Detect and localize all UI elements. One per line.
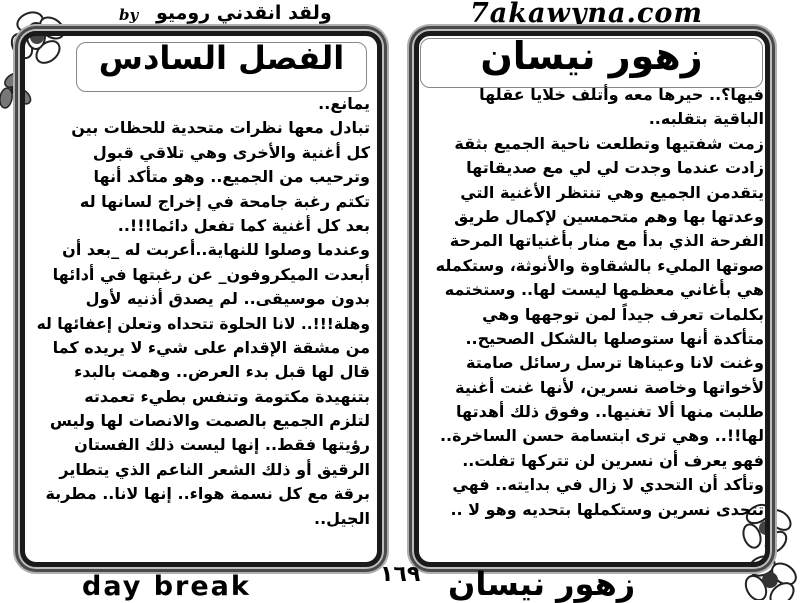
text-line: لتلزم الجميع بالصمت والانصات لها وليس [49, 411, 370, 431]
text-line: فيها؟.. حيرها معه وأتلف خلايا عقلها [479, 85, 764, 104]
text-line: من مشقة الإقدام على شيء لا يريده كما [52, 337, 370, 357]
footer-right-title: زهور نيسان [448, 565, 636, 603]
page-number: ١٦٩ [380, 562, 421, 587]
text-line: يمانع.. [318, 94, 370, 113]
footer-left-label: day break [82, 571, 251, 602]
text-line: وعندما وصلوا للنهاية..أعربت له _بعد أن [62, 240, 370, 260]
text-line: وغنت لانا وعيناها ترسل رسائل صامتة [466, 353, 764, 373]
text-line: وترحيب من الجميع.. وهو متأكد أنها [93, 167, 370, 187]
text-line: متأكدة أنها ستوصلها بالشكل الصحيح.. [465, 328, 764, 348]
text-line: صوتها المليء بالشقاوة والأنوثة، وستكمله [435, 255, 764, 275]
text-line: تبادل معها نظرات متحدية للحظات بين [71, 118, 370, 138]
text-line: تكتم رغبة جامحة في إخراج لسانها له [79, 191, 370, 211]
text-line: الباقية بتقلبه.. [648, 109, 764, 129]
text-line: رؤيتها فقط.. إنها ليست ذلك الفستان [74, 435, 370, 455]
text-line: الرقيق أو ذلك الشعر الناعم الذي يتطاير [59, 459, 370, 479]
text-line: لها!!.. وهي ترى ابتسامة حسن الساخرة.. [439, 426, 764, 446]
text-line: وعدتها بها وهم متحمسين لإكمال طريق [454, 206, 764, 226]
text-line: برقة مع كل نسمة هواء.. إنها لانا.. مطربة [45, 484, 370, 504]
text-line: كل أغنية والأخرى وهي تلاقي قبول [92, 142, 370, 162]
text-line: تتحدى نسرين وستكملها بتحديه وهو لا .. [450, 499, 764, 519]
right-page-body [418, 83, 764, 522]
text-line: زمت شفتيها وتطلعت ناحية الجميع بثقة [454, 133, 764, 153]
text-line: بكلمات تعرف جيداً لمن توجهها وهي [482, 304, 764, 324]
left-page-title: الفصل السادس [98, 39, 345, 77]
text-line: يتقدمن الجميع وهي تنتظر الأغنية التي [460, 182, 764, 202]
site-name: 7akawyna.com [470, 0, 703, 29]
text-line: بعد كل أغنية كما تفعل دائما!!!.. [117, 215, 370, 235]
text-line: وتأكد أن التحدي لا زال في بدايته.. فهي [452, 475, 764, 495]
text-line: وهلة!!!.. لانا الحلوة تتحداه وتعلن إعفائها له [36, 314, 370, 333]
right-page-title: زهور نيسان [480, 34, 703, 78]
text-line: زادت عندما وجدت لي لي مع صديقاتها [466, 158, 764, 178]
byline-label: by [119, 6, 139, 24]
text-line: هي بأغاني معظمها ليست لها.. وستختمه [444, 280, 764, 300]
left-page-body [28, 92, 370, 531]
text-line: الجيل.. [314, 508, 370, 528]
author-name: ولقد انقدني روميو [156, 2, 332, 24]
text-line: بدون موسيقى.. لم يصدق أذنيه لأول [85, 289, 370, 309]
text-line: لأخواتها وخاصة نسرين، لأنها غنت أغنية [455, 377, 764, 397]
text-line: الفرحة الذي بدأ مع منار بأغنياتها المرحة [449, 231, 764, 251]
text-line: أبعدت الميكروفون_ عن رغبتها في أدائها [52, 264, 370, 284]
text-line: قال لها قبل بدء العرض.. وهمت بالبدء [74, 362, 370, 382]
text-line: بتنهيدة مكتومة وتنفس بطيء تعمدته [84, 386, 370, 406]
text-line: طلبت منها ألا تغنيها.. وفوق ذلك أهدتها [456, 402, 764, 422]
text-line: فهو يعرف أن نسرين لن تتركها تفلت.. [462, 450, 764, 470]
